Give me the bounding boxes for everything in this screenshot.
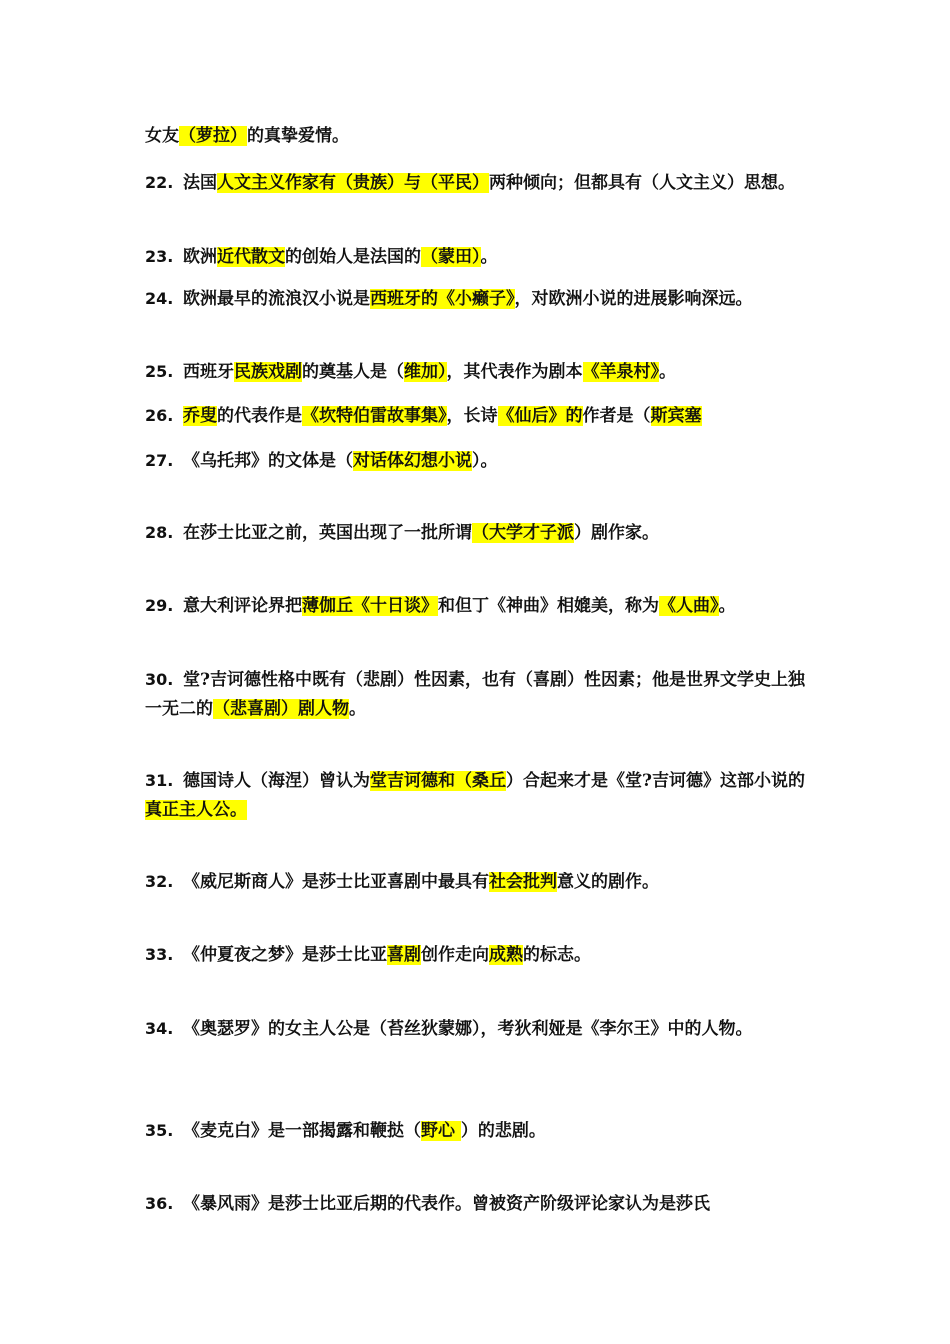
highlighted-text: 对话体幻想小说 [353,451,472,471]
text-segment: 的奠基人是（ [302,362,404,382]
item-number: 24. [145,289,174,308]
highlighted-text: 薄伽丘《十日谈》 [302,596,438,616]
item-number: 36. [145,1194,174,1213]
text-segment: 在莎士比亚之前，英国出现了一批所谓 [183,523,472,543]
text-segment: 欧洲最早的流浪汉小说是 [183,289,370,309]
text-segment: 作者是（ [582,406,651,426]
item-number: 34. [145,1019,174,1038]
text-segment: 和但丁《神曲》相媲美，称为 [438,596,659,616]
item-25 [145,357,815,387]
highlighted-text: 斯宾塞 [650,406,702,426]
item-number: 27. [145,451,174,470]
text-segment: ）合起来才是《堂?吉诃德》这部小说的 [506,771,805,791]
text-segment: 。 [718,596,736,616]
text-segment: 《威尼斯商人》是莎士比亚喜剧中最具有 [183,872,489,892]
item-number: 25. [145,362,174,381]
text-segment: 西班牙 [183,362,234,382]
highlighted-text: 社会批判 [489,872,557,892]
item-24 [145,284,815,314]
highlighted-text: 民族戏剧 [234,362,302,382]
text-segment: ）。 [472,451,498,471]
item-33 [145,940,815,970]
text-segment: 《乌托邦》的文体是（ [183,451,353,471]
text-segment: 。 [659,362,676,382]
highlighted-text: 喜剧 [387,945,421,965]
highlighted-text: 野心 [421,1121,461,1141]
highlighted-text: 近代散文 [217,247,285,267]
item-35 [145,1116,815,1146]
text-segment: ，对欧洲小说的进展影响深远。 [514,289,753,309]
highlighted-text: （萝拉） [179,126,247,146]
item-28 [145,518,815,548]
text-segment: 女友 [145,126,179,146]
text-segment: 《奥瑟罗》的女主人公是（苔丝狄蒙娜），考狄利娅是《李尔王》中的人物。 [183,1019,753,1039]
text-segment: 的代表作是 [217,406,302,426]
highlighted-text: 维加） [404,362,447,382]
text-segment: 创作走向 [421,945,489,965]
highlighted-text: （蒙田） [421,247,481,267]
item-34 [145,1014,815,1044]
highlighted-text: 真正主人公。 [145,800,247,820]
item-number: 32. [145,872,174,891]
item-number: 31. [145,771,174,790]
highlighted-text: （悲喜剧）剧人物 [213,699,349,719]
text-segment: 的真挚爱情。 [247,126,349,146]
item-number: 33. [145,945,174,964]
text-segment: 《仲夏夜之梦》是莎士比亚 [183,945,387,965]
text-segment: ）剧作家。 [574,523,659,543]
highlighted-text: 《人曲》 [659,596,719,616]
highlighted-text: 成熟 [489,945,523,965]
text-segment: 两种倾向；但都具有（人文主义）思想。 [489,173,795,193]
item-number: 28. [145,523,174,542]
item-number: 26. [145,406,174,425]
text-segment: 意大利评论界把 [183,596,302,616]
highlighted-text: 乔叟 [183,406,217,426]
item-number: 29. [145,596,174,615]
item-30 [145,665,815,724]
item-number: 23. [145,247,174,266]
highlighted-text: 《仙后》的 [497,406,583,426]
text-segment: 法国 [183,173,217,193]
item-36 [145,1189,815,1219]
text-segment: ）的悲剧。 [460,1121,546,1141]
text-segment: 德国诗人（海涅）曾认为 [183,771,370,791]
text-segment: 。 [480,247,498,267]
text-segment: 堂?吉诃德性格中既有（悲剧）性因素，也有（喜剧）性因素；他是世界文学史上独一无二的 [145,670,805,719]
item-29 [145,591,815,621]
highlighted-text: 堂吉诃德和（桑丘 [370,771,506,791]
text-segment: 的标志。 [523,945,591,965]
text-segment: 《麦克白》是一部揭露和鞭挞（ [183,1121,421,1141]
text-segment: 意义的剧作。 [557,872,659,892]
item-22 [145,168,815,198]
highlighted-text: 人文主义作家有（贵族）与（平民） [217,173,489,193]
item-number: 35. [145,1121,174,1140]
paragraph-21-continuation [145,122,815,151]
item-number: 22. [145,173,174,192]
item-26 [145,401,815,431]
text-segment: ，其代表作为剧本 [446,362,583,382]
item-number: 30. [145,670,174,689]
text-segment: ，长诗 [446,406,498,426]
item-27 [145,446,815,476]
item-31 [145,766,815,825]
text-segment: 《暴风雨》是莎士比亚后期的代表作。曾被资产阶级评论家认为是莎氏 [183,1194,710,1214]
highlighted-text: 《坎特伯雷故事集》 [302,406,447,426]
item-32 [145,867,815,897]
highlighted-text: 西班牙的《小癞子》 [370,289,515,309]
text-segment: 欧洲 [183,247,217,267]
text-segment: 。 [349,699,366,719]
highlighted-text: 《羊泉村》 [582,362,659,382]
text-segment: 的创始人是法国的 [285,247,421,267]
item-23 [145,242,815,272]
highlighted-text: （大学才子派 [472,523,574,543]
